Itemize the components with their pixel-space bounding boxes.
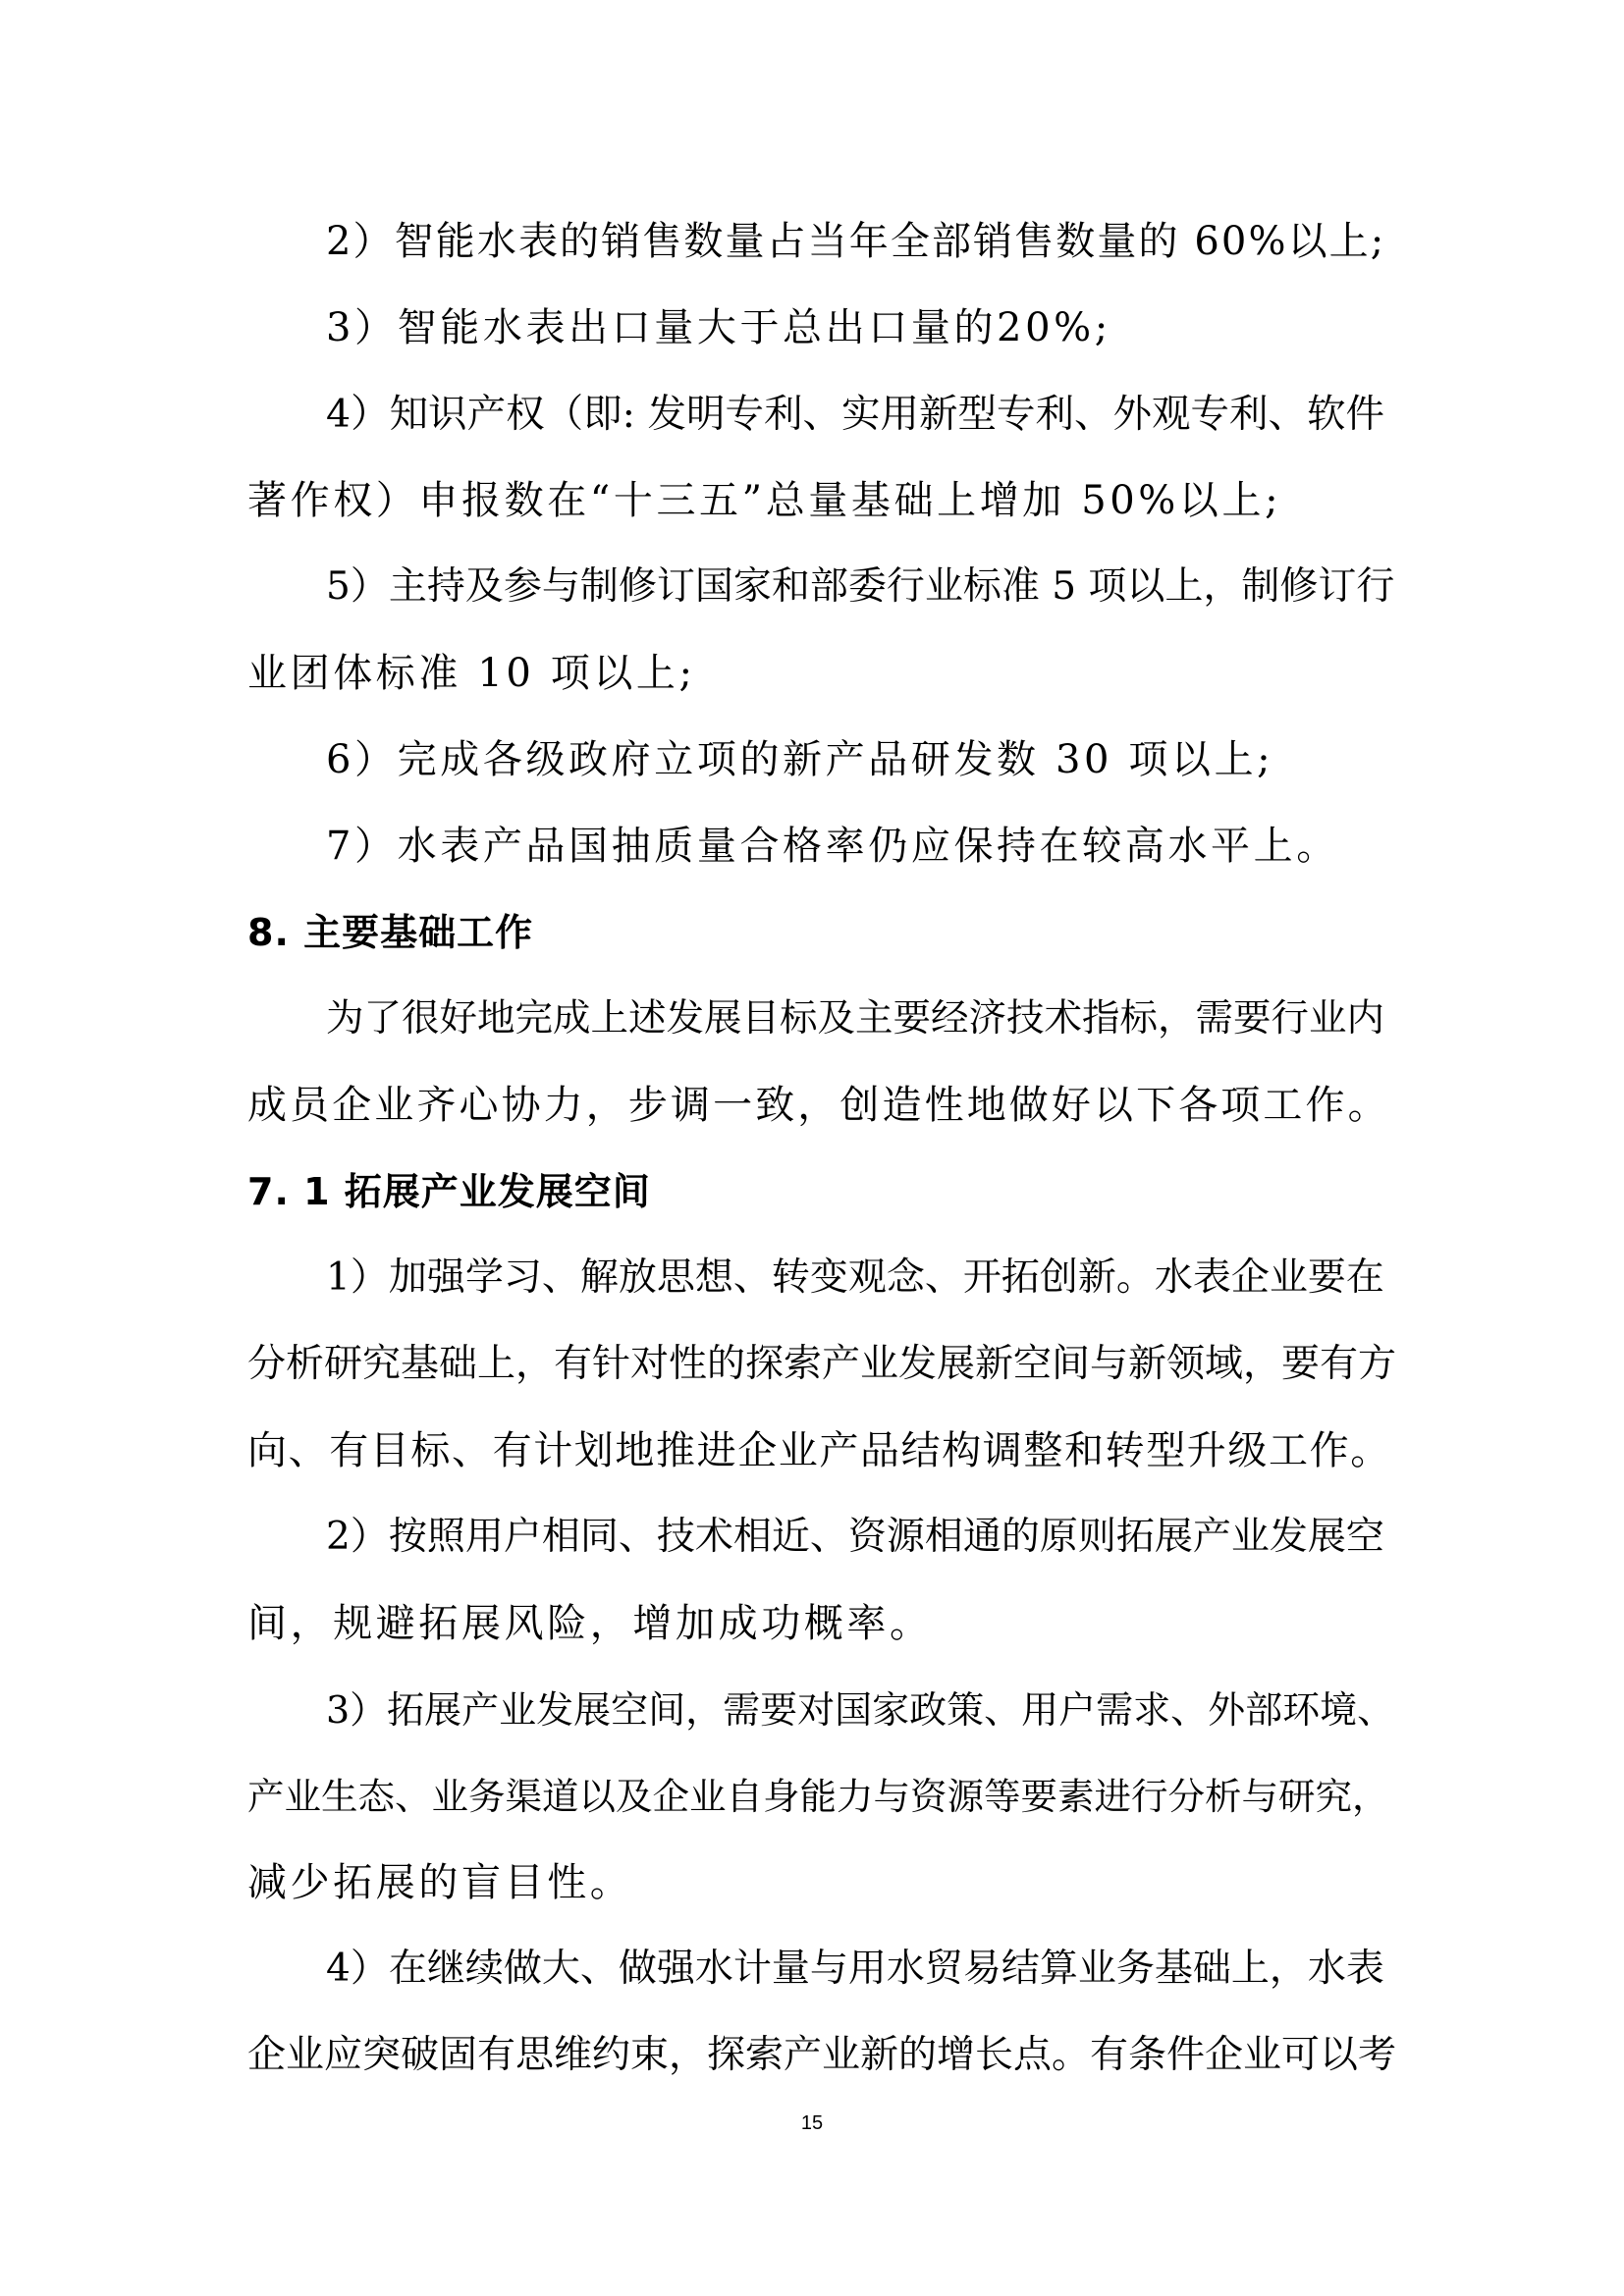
paragraph-line: 向、有目标、有计划地推进企业产品结构调整和转型升级工作。	[247, 1428, 1391, 1473]
paragraph-line: 间，规避拓展风险，增加成功概率。	[247, 1601, 933, 1646]
paragraph-line: 1）加强学习、解放思想、转变观念、开拓创新。水表企业要在	[326, 1255, 1384, 1300]
page-number: 15	[800, 2112, 824, 2134]
paragraph-line: 4）在继续做大、做强水计量与用水贸易结算业务基础上，水表	[326, 1947, 1384, 1991]
subsection-heading: 7. 1 拓展产业发展空间	[247, 1170, 651, 1213]
paragraph-line: 减少拓展的盲目性。	[247, 1860, 633, 1905]
paragraph-line: 7）水表产品国抽质量合格率仍应保持在较高水平上。	[326, 824, 1339, 869]
paragraph-line: 分析研究基础上，有针对性的探索产业发展新空间与新领域，要有方	[247, 1342, 1397, 1386]
paragraph-line: 3）智能水表出口量大于总出口量的20%;	[326, 305, 1111, 350]
section-heading: 8. 主要基础工作	[247, 911, 534, 954]
paragraph-line: 4）知识产权（即: 发明专利、实用新型专利、外观专利、软件	[326, 392, 1384, 437]
paragraph-line: 成员企业齐心协力，步调一致，创造性地做好以下各项工作。	[247, 1083, 1390, 1128]
paragraph-line: 产业生态、业务渠道以及企业自身能力与资源等要素进行分析与研究，	[247, 1775, 1389, 1818]
paragraph-line: 2）智能水表的销售数量占当年全部销售数量的 60%以上;	[326, 219, 1386, 264]
paragraph-line: 企业应突破固有思维约束，探索产业新的增长点。有条件企业可以考	[247, 2033, 1397, 2077]
paragraph-line: 2）按照用户相同、技术相近、资源相通的原则拓展产业发展空	[326, 1515, 1384, 1559]
paragraph-line: 为了很好地完成上述发展目标及主要经济技术指标，需要行业内	[326, 996, 1385, 1041]
paragraph-line: 业团体标准 10 项以上;	[247, 651, 696, 696]
paragraph-line: 5）主持及参与制修订国家和部委行业标准 5 项以上，制修订行	[326, 564, 1395, 609]
paragraph-line: 3）拓展产业发展空间，需要对国家政策、用户需求、外部环境、	[326, 1688, 1395, 1732]
paragraph-line: 著作权）申报数在“十三五”总量基础上增加 50%以上;	[247, 478, 1282, 523]
paragraph-line: 6）完成各级政府立项的新产品研发数 30 项以上;	[326, 737, 1274, 782]
